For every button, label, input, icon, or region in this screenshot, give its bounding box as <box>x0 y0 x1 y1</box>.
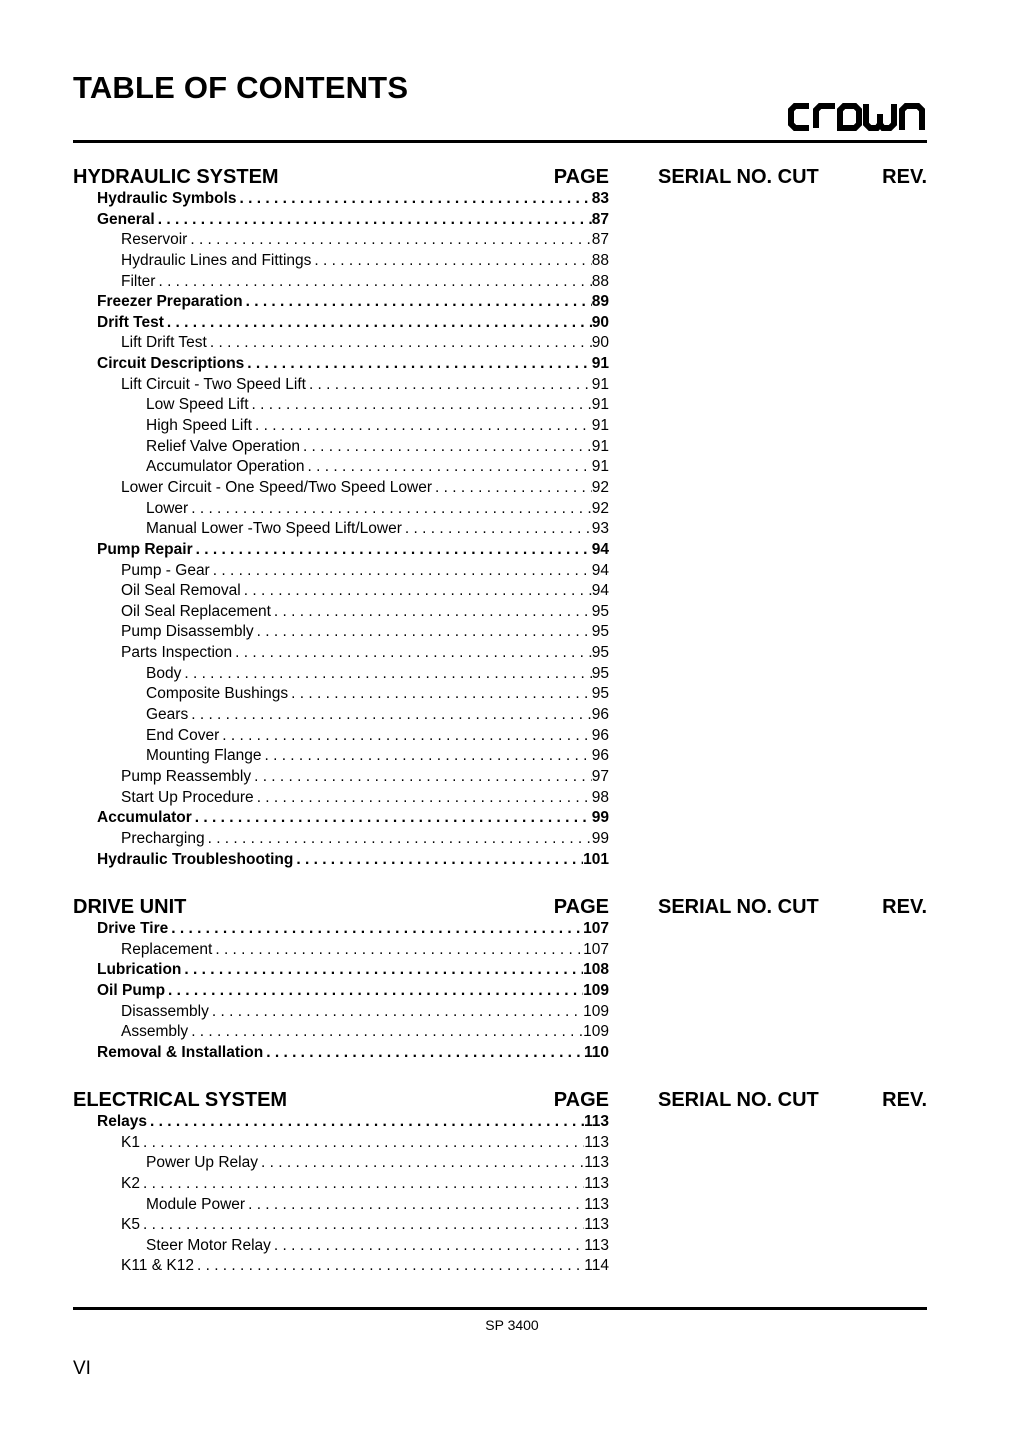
toc-entry-page: 107 <box>583 920 609 937</box>
dot-leader <box>192 809 592 827</box>
toc-entry-page: 113 <box>584 1154 609 1172</box>
dot-leader <box>187 231 591 249</box>
toc-entry-label: Oil Seal Replacement <box>121 602 271 620</box>
toc-entry-page: 90 <box>591 334 609 352</box>
toc-entry-label: Replacement <box>121 940 213 958</box>
toc-entry-page: 109 <box>583 1023 609 1041</box>
toc-entry[interactable] <box>73 644 609 665</box>
document-id: SP 3400 <box>485 1317 539 1333</box>
toc-entry-label: Relays <box>97 1113 147 1130</box>
page-title: TABLE OF CONTENTS <box>73 70 409 105</box>
toc-entry-label: Accumulator Operation <box>146 458 305 476</box>
toc-entry[interactable] <box>73 1023 609 1044</box>
dot-leader <box>244 355 591 373</box>
toc-entry-label: Accumulator <box>97 809 192 827</box>
dot-leader <box>254 623 592 641</box>
section-header <box>73 166 927 188</box>
toc-entry[interactable] <box>73 665 609 686</box>
section-title: DRIVE UNIT <box>73 896 187 918</box>
toc-entry-label: Composite Bushings <box>146 685 289 703</box>
toc-entry[interactable] <box>73 706 609 727</box>
toc-entry-label: Mounting Flange <box>146 747 262 765</box>
toc-entry-page: 113 <box>584 1174 609 1192</box>
dot-leader <box>193 541 592 559</box>
toc-entry-page: 91 <box>591 458 609 476</box>
toc-entry[interactable] <box>73 1196 609 1217</box>
toc-entry-page: 96 <box>591 706 609 724</box>
toc-entry[interactable] <box>73 293 609 314</box>
dot-leader <box>140 1134 584 1152</box>
toc-entry[interactable] <box>73 1154 609 1175</box>
dot-leader <box>205 830 592 848</box>
rev-column-header: REV. <box>882 896 927 918</box>
toc-entry[interactable] <box>73 685 609 706</box>
toc-entry-page: 91 <box>591 417 609 435</box>
toc-entry[interactable] <box>73 273 609 294</box>
toc-entry-page: 109 <box>583 981 609 999</box>
toc-entry-page: 95 <box>591 623 609 641</box>
dot-leader <box>258 1154 584 1172</box>
dot-leader <box>219 727 592 745</box>
toc-entry[interactable] <box>73 438 609 459</box>
toc-entry-page: 97 <box>591 767 609 785</box>
toc-section <box>73 166 927 871</box>
toc-entry[interactable] <box>73 1003 609 1024</box>
toc-entry[interactable] <box>73 603 609 624</box>
dot-leader <box>207 334 592 352</box>
serial-column-header: SERIAL NO. CUT <box>658 896 819 918</box>
toc-entry-page: 91 <box>591 437 609 455</box>
crown-logo <box>787 100 927 134</box>
toc-entry[interactable] <box>73 789 609 810</box>
toc-entry-page: 101 <box>583 850 609 868</box>
section-header <box>73 896 927 918</box>
toc-entry[interactable] <box>73 396 609 417</box>
toc-entry-page: 98 <box>591 788 609 806</box>
toc-entry-page: 88 <box>591 272 609 290</box>
dot-leader <box>300 438 592 456</box>
toc-entry-page: 94 <box>591 582 609 600</box>
toc-entry-page: 113 <box>584 1236 609 1254</box>
toc-entry-label: Lubrication <box>97 961 182 979</box>
toc-entry[interactable] <box>73 982 609 1003</box>
toc-entry-page: 95 <box>591 664 609 682</box>
toc-entry-label: K5 <box>121 1216 140 1234</box>
toc-entry[interactable] <box>73 231 609 252</box>
toc-entry-page: 93 <box>591 520 609 538</box>
dot-leader <box>306 376 592 394</box>
toc-entry[interactable] <box>73 1134 609 1155</box>
toc-list <box>73 190 609 871</box>
dot-leader <box>288 685 592 703</box>
toc-entry[interactable] <box>73 1044 609 1065</box>
toc-entry[interactable] <box>73 727 609 748</box>
toc-entry-page: 83 <box>591 190 609 207</box>
dot-leader <box>188 706 592 724</box>
toc-entry-label: K11 & K12 <box>121 1257 194 1275</box>
toc-entry-label: K1 <box>121 1133 140 1151</box>
dot-leader <box>271 1237 584 1255</box>
toc-section <box>73 1089 927 1278</box>
toc-entry-label: Lift Drift Test <box>121 334 207 352</box>
toc-entry-label: Precharging <box>121 829 205 847</box>
toc-entry-page: 95 <box>591 685 609 703</box>
section-title: ELECTRICAL SYSTEM <box>73 1089 288 1111</box>
toc-entry-label: Hydraulic Lines and Fittings <box>121 251 312 269</box>
page-column-header: PAGE <box>553 166 609 188</box>
toc-entry[interactable] <box>73 500 609 521</box>
toc-list <box>73 920 609 1064</box>
toc-entry-label: Body <box>146 664 182 682</box>
toc-entry-label: Oil Seal Removal <box>121 582 241 600</box>
toc-entry-label: Pump Reassembly <box>121 767 252 785</box>
toc-entry-label: Relief Valve Operation <box>146 437 300 455</box>
page-column-header: PAGE <box>553 1089 609 1111</box>
dot-leader <box>249 396 592 414</box>
toc-entry-page: 88 <box>591 251 609 269</box>
toc-entry[interactable] <box>73 747 609 768</box>
dot-leader <box>261 747 591 765</box>
toc-entry-page: 91 <box>591 396 609 414</box>
dot-leader <box>209 1003 583 1021</box>
toc-entry[interactable] <box>73 334 609 355</box>
toc-entry-page: 91 <box>591 355 609 373</box>
dot-leader <box>432 479 592 497</box>
toc-entry-label: Disassembly <box>121 1002 209 1020</box>
toc-entry-page: 113 <box>583 1113 609 1130</box>
dot-leader <box>164 314 592 332</box>
footer-rule <box>73 1307 927 1310</box>
toc-entry-page: 114 <box>584 1257 609 1275</box>
toc-entry-label: Power Up Relay <box>146 1154 258 1172</box>
toc-entry[interactable] <box>73 830 609 851</box>
toc-entry-label: Start Up Procedure <box>121 788 254 806</box>
toc-entry[interactable] <box>73 458 609 479</box>
toc-entry-page: 87 <box>591 210 609 228</box>
dot-leader <box>241 582 592 600</box>
toc-entry-page: 107 <box>583 940 609 958</box>
dot-leader <box>251 768 592 786</box>
dot-leader <box>293 851 583 869</box>
page-column-header: PAGE <box>553 896 609 918</box>
toc-entry-page: 113 <box>584 1195 609 1213</box>
toc-entry-label: Low Speed Lift <box>146 396 249 414</box>
dot-leader <box>212 941 583 959</box>
dot-leader <box>245 1196 584 1214</box>
dot-leader <box>155 211 592 229</box>
toc-entry-label: Module Power <box>146 1195 246 1213</box>
toc-entry-label: Hydraulic Symbols <box>97 190 237 207</box>
toc-entry-label: Pump Disassembly <box>121 623 254 641</box>
toc-entry-label: Lower Circuit - One Speed/Two Speed Lower <box>121 478 433 496</box>
toc-entry-label: Assembly <box>121 1023 189 1041</box>
toc-entry-page: 96 <box>591 726 609 744</box>
toc-entry-page: 99 <box>591 809 609 827</box>
toc-entry-label: Drift Test <box>97 313 164 331</box>
dot-leader <box>237 190 592 208</box>
dot-leader <box>402 520 592 538</box>
toc-entry[interactable] <box>73 851 609 872</box>
toc-entry-page: 95 <box>591 644 609 662</box>
toc-entry[interactable] <box>73 1237 609 1258</box>
toc-entry[interactable] <box>73 961 609 982</box>
toc-entry[interactable] <box>73 541 609 562</box>
serial-column-header: SERIAL NO. CUT <box>658 1089 819 1111</box>
toc-entry[interactable] <box>73 1175 609 1196</box>
toc-entry-label: General <box>97 210 155 228</box>
toc-entry-page: 110 <box>583 1043 609 1061</box>
toc-entry[interactable] <box>73 417 609 438</box>
toc-entry-page: 91 <box>591 375 609 393</box>
toc-entry-label: Removal & Installation <box>97 1043 264 1061</box>
dot-leader <box>181 961 583 979</box>
dot-leader <box>168 920 583 938</box>
toc-entry-page: 89 <box>591 293 609 311</box>
toc-entry-label: Drive Tire <box>97 920 169 937</box>
dot-leader <box>147 1113 584 1131</box>
dot-leader <box>243 293 592 311</box>
toc-entry-page: 94 <box>591 561 609 579</box>
toc-entry-page: 99 <box>591 829 609 847</box>
toc-entry[interactable] <box>73 520 609 541</box>
toc-entry[interactable] <box>73 920 609 941</box>
section-title: HYDRAULIC SYSTEM <box>73 166 279 188</box>
toc-entry-label: Freezer Preparation <box>97 293 243 311</box>
toc-entry[interactable] <box>73 314 609 335</box>
toc-entry[interactable] <box>73 623 609 644</box>
toc-entry[interactable] <box>73 190 609 211</box>
header-rule <box>73 140 927 143</box>
toc-entry-page: 95 <box>591 602 609 620</box>
toc-entry[interactable] <box>73 479 609 500</box>
toc-entry-page: 109 <box>583 1002 609 1020</box>
section-header <box>73 1089 927 1111</box>
toc-entry-label: Parts Inspection <box>121 644 233 662</box>
toc-list <box>73 1113 609 1278</box>
toc-entry-label: K2 <box>121 1174 140 1192</box>
toc-entry[interactable] <box>73 809 609 830</box>
dot-leader <box>181 665 591 683</box>
toc-entry-label: Lower <box>146 499 189 517</box>
toc-entry-label: Circuit Descriptions <box>97 355 245 373</box>
serial-column-header: SERIAL NO. CUT <box>658 166 819 188</box>
dot-leader <box>188 1023 583 1041</box>
toc-entry-label: Steer Motor Relay <box>146 1236 271 1254</box>
toc-entry-page: 94 <box>591 540 609 558</box>
toc-entry[interactable] <box>73 211 609 232</box>
toc-entry-label: Manual Lower -Two Speed Lift/Lower <box>146 520 402 538</box>
toc-entry-label: Lift Circuit - Two Speed Lift <box>121 375 306 393</box>
toc-entry-page: 108 <box>583 961 609 979</box>
dot-leader <box>252 417 592 435</box>
toc-entry-page: 113 <box>584 1216 609 1234</box>
toc-entry-page: 92 <box>591 478 609 496</box>
toc-entry-label: Reservoir <box>121 231 188 249</box>
toc-entry[interactable] <box>73 582 609 603</box>
dot-leader <box>155 273 591 291</box>
toc-entry[interactable] <box>73 1257 609 1278</box>
dot-leader <box>271 603 592 621</box>
toc-entry[interactable] <box>73 941 609 962</box>
toc-entry-page: 90 <box>591 313 609 331</box>
toc-entry-page: 113 <box>584 1133 609 1151</box>
toc-entry-label: Filter <box>121 272 156 290</box>
toc-entry[interactable] <box>73 1113 609 1134</box>
dot-leader <box>140 1175 584 1193</box>
toc-entry-label: Oil Pump <box>97 981 166 999</box>
toc-entry-label: Pump Repair <box>97 540 193 558</box>
toc-entry[interactable] <box>73 252 609 273</box>
toc-entry-page: 87 <box>591 231 609 249</box>
toc-section <box>73 896 927 1064</box>
dot-leader <box>305 458 592 476</box>
rev-column-header: REV. <box>882 1089 927 1111</box>
dot-leader <box>140 1216 584 1234</box>
dot-leader <box>188 500 592 518</box>
toc-entry[interactable] <box>73 376 609 397</box>
dot-leader <box>254 789 592 807</box>
toc-entry[interactable] <box>73 1216 609 1237</box>
toc-entry-label: High Speed Lift <box>146 417 252 435</box>
toc-entry-label: End Cover <box>146 726 220 744</box>
dot-leader <box>311 252 591 270</box>
toc-entry-page: 96 <box>591 747 609 765</box>
rev-column-header: REV. <box>882 166 927 188</box>
dot-leader <box>210 562 592 580</box>
page-number: VI <box>73 1358 91 1379</box>
toc-entry-page: 92 <box>591 499 609 517</box>
toc-entry[interactable] <box>73 355 609 376</box>
toc-entry-label: Pump - Gear <box>121 561 210 579</box>
dot-leader <box>165 982 583 1000</box>
dot-leader <box>232 644 592 662</box>
toc-entry[interactable] <box>73 768 609 789</box>
toc-entry-label: Gears <box>146 706 189 724</box>
toc-entry[interactable] <box>73 562 609 583</box>
dot-leader <box>194 1257 584 1275</box>
toc-entry-label: Hydraulic Troubleshooting <box>97 850 294 868</box>
dot-leader <box>263 1044 584 1062</box>
